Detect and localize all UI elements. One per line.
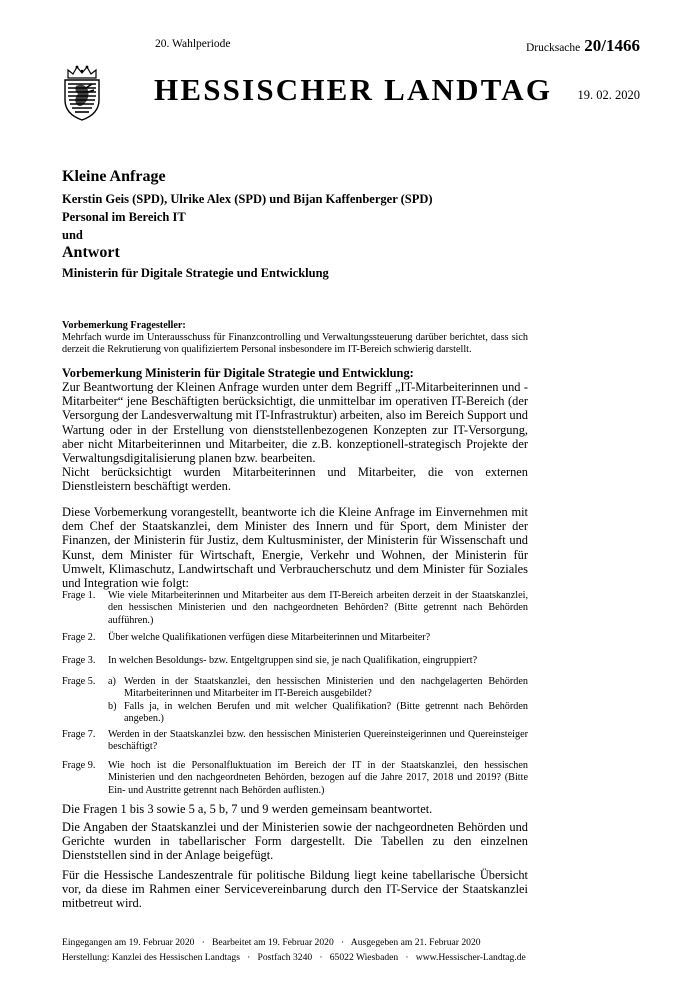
vorbemerkung-fragesteller-heading: Vorbemerkung Fragesteller: bbox=[62, 320, 186, 331]
antwort-heading: Antwort bbox=[62, 244, 120, 261]
sub-question-marker: b) bbox=[108, 700, 117, 712]
question-label: Frage 1. bbox=[62, 590, 96, 601]
answer-p1: Die Fragen 1 bis 3 sowie 5 a, 5 b, 7 und 9 werden gemeinsam beantwortet. bbox=[62, 802, 433, 816]
answer-p2: Die Angaben der Staatskanzlei und der Ministerien sowie der nachgeordneten Behörden und Gerichte wurden in tabellarischer Form dargestellt. Die Tabellen zu den einzelnen Dienststellen sind in der Anlage beigefügt. bbox=[62, 820, 528, 863]
sub-question-text: Falls ja, in welchen Berufen und mit welcher Qualifikation? (Bitte getrennt nach Behörden angeben.) bbox=[124, 700, 528, 725]
question-text: Werden in der Staatskanzlei bzw. den hessischen Ministerien Quereinsteigerinnen und Quereinsteiger beschäftigt? bbox=[108, 729, 528, 753]
answer-p3: Für die Hessische Landeszentrale für politische Bildung liegt keine tabellarische Übersicht vor, da diese im Rahmen einer Servicevereinbarung durch den IT-Service der Staatskanzlei mitbetreut wird. bbox=[62, 868, 528, 911]
question-label: Frage 3. bbox=[62, 655, 96, 666]
question-text: In welchen Besoldungs- bzw. Entgeltgruppen sind sie, je nach Qualifikation, eingruppiert? bbox=[108, 655, 478, 666]
question-text: Wie viele Mitarbeiterinnen und Mitarbeiter aus dem IT-Bereich arbeiten derzeit in der Staatskanzlei, den hessischen Ministerien und den nachgeordneten Behörden? (Bitte getrennt nach Behörden aufführen.) bbox=[108, 590, 528, 626]
drucksache bbox=[526, 36, 640, 56]
authors: Kerstin Geis (SPD), Ulrike Alex (SPD) und Bijan Kaffenberger (SPD) bbox=[62, 192, 433, 206]
ministry: Ministerin für Digitale Strategie und Entwicklung bbox=[62, 266, 329, 280]
kleine-anfrage-heading: Kleine Anfrage bbox=[62, 168, 166, 185]
question-label: Frage 2. bbox=[62, 632, 96, 643]
drucksache-number: 20/1466 bbox=[584, 36, 640, 55]
question-label: Frage 9. bbox=[62, 760, 96, 771]
sub-question-text: Werden in der Staatskanzlei, den hessischen Ministerien und den nachgelagerten Behörden Mitarbeiterinnen und Mitarbeiter im IT-Bereich ausgebildet? bbox=[124, 676, 528, 700]
footer-imprint: Herstellung: Kanzlei des Hessischen Landtags · Postfach 3240 · 65022 Wiesbaden · www.Hessischer-Landtag.de bbox=[62, 952, 526, 963]
sub-question-a bbox=[108, 676, 528, 701]
question-label: Frage 7. bbox=[62, 729, 96, 740]
document-date: 19. 02. 2020 bbox=[577, 88, 640, 102]
question-text: Über welche Qualifikationen verfügen diese Mitarbeiterinnen und Mitarbeiter? bbox=[108, 632, 431, 643]
footer-dates: Eingegangen am 19. Februar 2020 · Bearbeitet am 19. Februar 2020 · Ausgegeben am 21. Februar 2020 bbox=[62, 937, 481, 948]
vorbemerkung-ministerin-p3: Diese Vorbemerkung vorangestellt, beantworte ich die Kleine Anfrage im Einvernehmen mit dem Chef der Staatskanzlei, dem Minister des Innern und für Sport, dem Minister der Finanzen, der Ministerin für Justiz, dem Kultusminister, der Ministerin für Wissenschaft und Kunst, dem Minister für Wirtschaft, Energie, Verkehr und Wohnen, der Ministerin für Umwelt, Klimaschutz, Landwirtschaft und Verbraucherschutz und dem Minister für Soziales und Integration wie folgt: bbox=[62, 505, 528, 591]
vorbemerkung-fragesteller-text: Mehrfach wurde im Unterausschuss für Finanzcontrolling und Verwaltungssteuerung darüber berichtet, dass sich derzeit die Rekrutierung von qualifiziertem Personal insbesondere im IT-Bereich schwierig darstellt. bbox=[62, 332, 528, 356]
subject: Personal im Bereich IT bbox=[62, 210, 186, 224]
sub-question-b bbox=[108, 701, 528, 726]
sub-question-marker: a) bbox=[108, 676, 116, 687]
question-text-multi bbox=[108, 676, 528, 726]
drucksache-label: Drucksache bbox=[525, 42, 581, 54]
vorbemerkung-ministerin-p2: Nicht berücksichtigt wurden Mitarbeiterinnen und Mitarbeiter, die von externen Dienstleistern beschäftigt werden. bbox=[62, 465, 528, 494]
vorbemerkung-ministerin-p1: Zur Beantwortung der Kleinen Anfrage wurden unter dem Begriff „IT-Mitarbeiterinnen und -Mitarbeiter“ jene Beschäftigten berücksichtigt, die unmittelbar im operativen IT-Bereich (der Versorgung der Landesverwaltung mit IT-Infrastruktur) arbeiten, also im Bereich Support und Wartung oder in der Erstellung von dienststellenbezogenen Konzepten zur IT-Versorgung, aber nicht Mitarbeiterinnen und Mitarbeiter, die z.B. konzeptionell-strategisch Projekte der Verwaltungsdigitalisierung planen bzw. bearbeiten. bbox=[62, 380, 528, 466]
question-text: Wie hoch ist die Personalfluktuation im Bereich der IT in der Staatskanzlei, den hessischen Ministerien und den nachgeordneten Behörden, bezogen auf die Jahre 2017, 2018 und 2019? (Bitte Ein- und Austritte getrennt nach Behörden auflisten.) bbox=[108, 760, 528, 796]
vorbemerkung-ministerin-heading: Vorbemerkung Ministerin für Digitale Strategie und Entwicklung: bbox=[62, 366, 414, 380]
wahlperiode: 20. Wahlperiode bbox=[155, 38, 231, 50]
question-label: Frage 5. bbox=[62, 676, 96, 687]
hessen-coat-of-arms-icon bbox=[62, 64, 102, 122]
page-title: HESSISCHER LANDTAG bbox=[154, 72, 553, 107]
und-label: und bbox=[62, 228, 83, 242]
